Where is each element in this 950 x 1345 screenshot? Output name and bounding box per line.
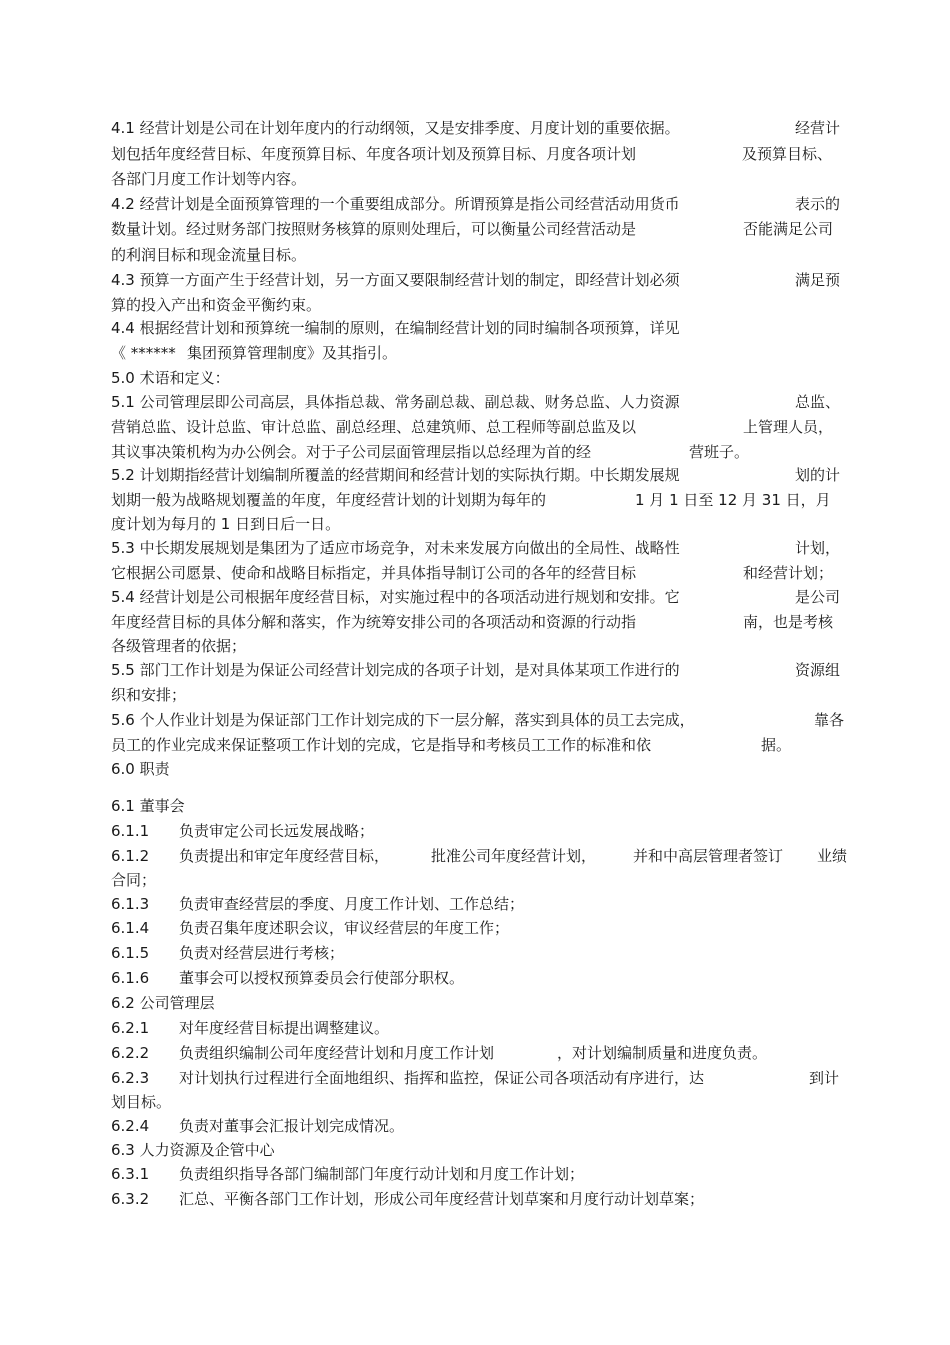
heading-5-0: [111, 366, 847, 390]
para-5-3-line-1: [111, 536, 847, 560]
para-5-2-line-3: [111, 512, 847, 536]
text: 划期一般为战略规划覆盖的年度，年度经营计划的计划期为每年的: [111, 491, 547, 509]
text: 据。: [761, 736, 792, 754]
text: 董事会可以授权预算委员会行使部分职权。: [179, 969, 465, 987]
text: 6.3 人力资源及企管中心: [111, 1141, 275, 1159]
para-4-1-line-3: [111, 167, 847, 191]
text: 负责召集年度述职会议，审议经营层的年度工作；: [179, 919, 510, 937]
para-5-4-line-2: [111, 610, 847, 634]
text: 各级管理者的依据；: [111, 637, 247, 655]
text: 是公司: [795, 588, 841, 606]
text: 6.2 公司管理层: [111, 994, 215, 1012]
item-number: 6.1.4: [111, 919, 150, 937]
text: 年度经营目标的具体分解和落实，作为统筹安排公司的各项活动和资源的行动指: [111, 613, 637, 631]
text: 数量计划。经过财务部门按照财务核算的原则处理后，可以衡量公司经营活动是: [111, 220, 637, 238]
heading-6-0: [111, 757, 847, 781]
para-5-2-line-1: [111, 463, 847, 487]
text: 度计划为每月的 1 日到日后一日。: [111, 515, 341, 533]
text: 到计: [809, 1069, 840, 1087]
text: 负责组织指导各部门编制部门年度行动计划和月度工作计划；: [179, 1165, 585, 1183]
text: 批准公司年度经营计划，: [431, 847, 597, 865]
para-4-2-line-1: [111, 192, 847, 216]
item-number: 6.3.1: [111, 1165, 150, 1183]
text: 靠各: [814, 711, 845, 729]
text: 1 月 1 日至 12 月 31 日，月: [635, 491, 831, 509]
text: 合同；: [111, 871, 157, 889]
para-5-1-line-1: [111, 390, 847, 414]
text: 的利润目标和现金流量目标。: [111, 246, 307, 264]
text: 和经营计划；: [743, 564, 834, 582]
text: 否能满足公司: [743, 220, 834, 238]
text: 6.0 职责: [111, 760, 170, 778]
para-5-6-line-2: [111, 733, 847, 757]
para-5-4-line-1: [111, 585, 847, 609]
para-4-4-line-1: [111, 316, 847, 340]
text: 经营计: [795, 119, 841, 137]
para-5-6-line-1: [111, 708, 847, 732]
text: 4.2 经营计划是全面预算管理的一个重要组成部分。所谓预算是指公司经营活动用货币: [111, 195, 680, 213]
item-number: 6.2.1: [111, 1019, 150, 1037]
text: 5.1 公司管理层即公司高层，具体指总裁、常务副总裁、副总裁、财务总监、人力资源: [111, 393, 680, 411]
text: 4.4 根据经营计划和预算统一编制的原则，在编制经营计划的同时编制各项预算，详见: [111, 319, 680, 337]
item-number: 6.1.6: [111, 969, 150, 987]
text: 负责提出和审定年度经营目标，: [179, 847, 390, 865]
para-5-3-line-2: [111, 561, 847, 585]
text: 集团预算管理制度》及其指引。: [187, 344, 398, 362]
item-6-3-1: [111, 1162, 847, 1186]
item-6-2-3-line-1: [111, 1066, 847, 1090]
item-number: 6.3.2: [111, 1190, 150, 1208]
text: 负责对经营层进行考核；: [179, 944, 345, 962]
para-5-2-line-2: [111, 488, 847, 512]
text: 对计划执行过程进行全面地组织、指挥和监控，保证公司各项活动有序进行，达: [179, 1069, 705, 1087]
para-5-1-line-2: [111, 415, 847, 439]
text: 5.0 术语和定义：: [111, 369, 230, 387]
item-6-1-4: [111, 916, 847, 940]
text: 5.4 经营计划是公司根据年度经营目标，对实施过程中的各项活动进行规划和安排。它: [111, 588, 680, 606]
item-number: 6.2.4: [111, 1117, 150, 1135]
item-6-1-6: [111, 966, 847, 990]
para-4-2-line-3: [111, 243, 847, 267]
text: 4.3 预算一方面产生于经营计划，另一方面又要限制经营计划的制定，即经营计划必须: [111, 271, 680, 289]
text: 及预算目标、: [742, 145, 833, 163]
text: 其议事决策机构为办公例会。对于子公司层面管理层指以总经理为首的经: [111, 443, 592, 461]
text: 划的计: [795, 466, 841, 484]
text: 算的投入产出和资金平衡约束。: [111, 296, 322, 314]
text: 划目标。: [111, 1093, 172, 1111]
para-4-2-line-2: [111, 217, 847, 241]
item-6-1-1: [111, 819, 847, 843]
text: 上管理人员，: [743, 418, 834, 436]
para-4-3-line-1: [111, 268, 847, 292]
para-5-5-line-1: [111, 658, 847, 682]
item-number: 6.2.2: [111, 1044, 150, 1062]
text: 5.6 个人作业计划是为保证部门工作计划完成的下一层分解，落实到具体的员工去完成，: [111, 711, 695, 729]
item-6-1-3: [111, 892, 847, 916]
text: 《 ******: [111, 344, 176, 362]
item-6-1-5: [111, 941, 847, 965]
text: 员工的作业完成来保证整项工作计划的完成，它是指导和考核员工工作的标准和依: [111, 736, 652, 754]
text: 计划，: [795, 539, 841, 557]
text: 满足预: [795, 271, 841, 289]
text: 织和安排；: [111, 686, 187, 704]
text: 负责组织编制公司年度经营计划和月度工作计划: [179, 1044, 495, 1062]
text: 营销总监、设计总监、审计总监、副总经理、总建筑师、总工程师等副总监及以: [111, 418, 637, 436]
item-6-1-2-line-2: [111, 868, 847, 892]
text: 负责审查经营层的季度、月度工作计划、工作总结；: [179, 895, 525, 913]
item-number: 6.2.3: [111, 1069, 150, 1087]
text: 负责对董事会汇报计划完成情况。: [179, 1117, 405, 1135]
text: 营班子。: [689, 443, 750, 461]
item-6-1-2-line-1: [111, 844, 847, 868]
text: 5.5 部门工作计划是为保证公司经营计划完成的各项子计划，是对具体某项工作进行的: [111, 661, 680, 679]
para-4-4-line-2: [111, 341, 847, 365]
text: ，对计划编制质量和进度负责。: [557, 1044, 768, 1062]
heading-6-3: [111, 1138, 847, 1162]
text: 它根据公司愿景、使命和战略目标指定，并具体指导制订公司的各年的经营目标: [111, 564, 637, 582]
item-6-2-3-line-2: [111, 1090, 847, 1114]
item-number: 6.1.5: [111, 944, 150, 962]
para-4-3-line-2: [111, 293, 847, 317]
para-5-4-line-3: [111, 634, 847, 658]
text: 划包括年度经营目标、年度预算目标、年度各项计划及预算目标、月度各项计划: [111, 145, 637, 163]
text: 汇总、平衡各部门工作计划，形成公司年度经营计划草案和月度行动计划草案；: [179, 1190, 705, 1208]
item-6-3-2: [111, 1187, 847, 1211]
text: 并和中高层管理者签订: [633, 847, 784, 865]
text: 总监、: [795, 393, 841, 411]
heading-6-2: [111, 991, 847, 1015]
text: 对年度经营目标提出调整建议。: [179, 1019, 390, 1037]
text: 资源组: [795, 661, 841, 679]
para-4-1-line-1: [111, 116, 847, 140]
text: 南，也是考核: [743, 613, 834, 631]
text: 业绩: [817, 847, 848, 865]
heading-6-1: [111, 794, 847, 818]
para-4-1-line-2: [111, 142, 847, 166]
text: 4.1 经营计划是公司在计划年度内的行动纲领，又是安排季度、月度计划的重要依据。: [111, 119, 680, 137]
item-number: 6.1.2: [111, 847, 150, 865]
text: 6.1 董事会: [111, 797, 185, 815]
text: 5.3 中长期发展规划是集团为了适应市场竞争，对未来发展方向做出的全局性、战略性: [111, 539, 680, 557]
text: 表示的: [795, 195, 841, 213]
item-6-2-1: [111, 1016, 847, 1040]
text: 负责审定公司长远发展战略；: [179, 822, 375, 840]
para-5-5-line-2: [111, 683, 847, 707]
para-5-1-line-3: [111, 440, 847, 464]
item-number: 6.1.3: [111, 895, 150, 913]
item-6-2-4: [111, 1114, 847, 1138]
text: 各部门月度工作计划等内容。: [111, 170, 307, 188]
text: 5.2 计划期指经营计划编制所覆盖的经营期间和经营计划的实际执行期。中长期发展规: [111, 466, 680, 484]
item-number: 6.1.1: [111, 822, 150, 840]
item-6-2-2: [111, 1041, 847, 1065]
